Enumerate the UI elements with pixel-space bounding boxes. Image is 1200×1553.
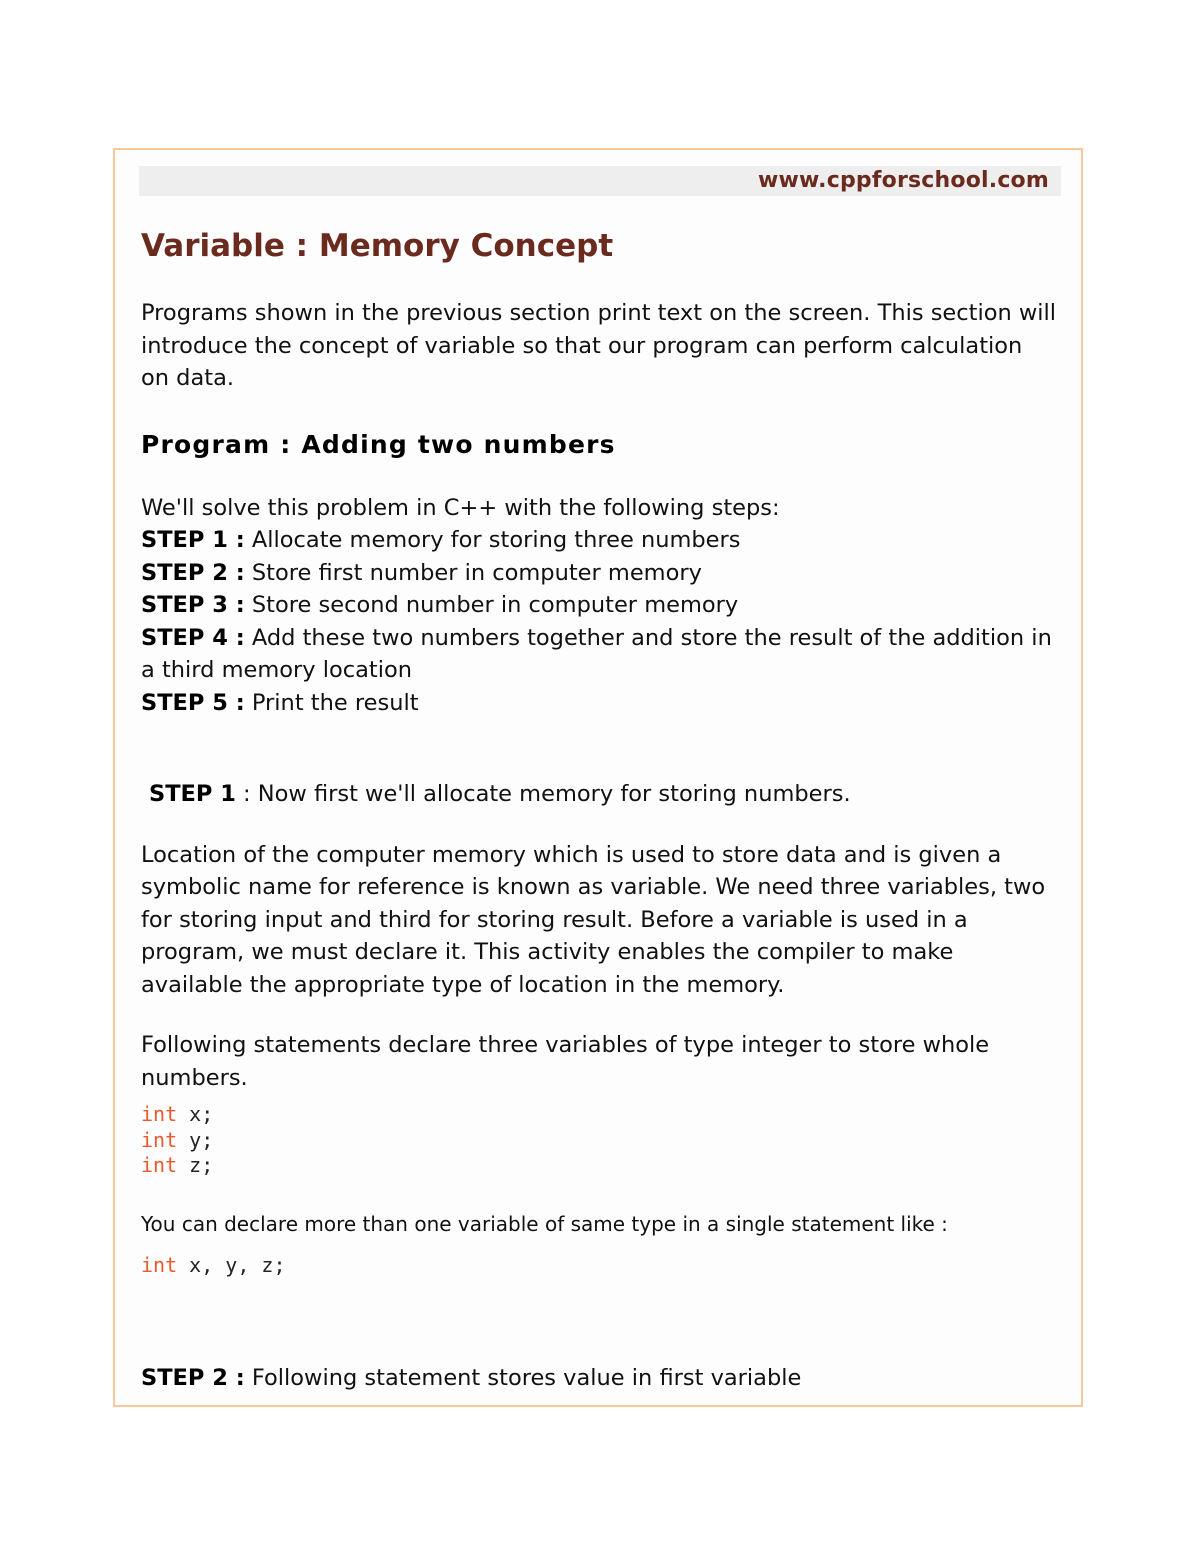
step-text: Store second number in computer memory (244, 592, 739, 618)
code-line (141, 1253, 1057, 1279)
variable-definition-paragraph: Location of the computer memory which is used to store data and is given a symbolic name for reference is known as variable. We need three variables, two for storing input and third for storing result. Before a variable is used in a program, we must declare it. This activity enables the compiler to make available the appropriate type of location in the memory. (141, 841, 1046, 998)
step1-detail (141, 778, 1057, 811)
step2-detail-label: STEP 2 : (141, 1365, 245, 1391)
code-single-declaration (141, 1253, 1057, 1279)
code-keyword: int (141, 1102, 178, 1126)
code-rest: x; (177, 1102, 214, 1126)
step2-detail-text: Following statement stores value in first variable (244, 1365, 802, 1391)
page-title: Variable : Memory Concept (141, 228, 614, 264)
step-item (141, 589, 1057, 622)
article-content (141, 220, 1057, 1395)
step-text: Add these two numbers together and store the result of the addition in a third memory location (141, 624, 1052, 683)
code-keyword: int (141, 1252, 178, 1277)
step-item (141, 622, 1057, 687)
steps-list (141, 524, 1057, 719)
step-item (141, 557, 1057, 590)
step-text: Allocate memory for storing three numbers (244, 527, 741, 553)
step-text: Print the result (244, 689, 419, 716)
site-url-link[interactable]: www.cppforschool.com (758, 168, 1049, 193)
site-header-bar (139, 166, 1061, 196)
code-rest: y; (177, 1127, 214, 1152)
code-rest: z; (177, 1153, 214, 1177)
program-title: Program : Adding two numbers (141, 429, 616, 459)
code-keyword: int (141, 1153, 178, 1177)
step-label: STEP 5 : (141, 689, 245, 716)
step-text: Store first number in computer memory (244, 559, 702, 586)
code-declarations (141, 1102, 1057, 1179)
code-line (141, 1128, 1057, 1154)
steps-intro: We'll solve this problem in C++ with the following steps: (141, 494, 780, 521)
step-item (141, 687, 1057, 720)
step-label: STEP 3 : (141, 592, 245, 618)
step-item (141, 524, 1057, 557)
step-label: STEP 1 : (141, 527, 245, 553)
declaration-intro-paragraph: Following statements declare three variables of type integer to store whole numbers. (141, 1032, 990, 1091)
code-line (141, 1102, 1057, 1128)
step1-detail-label: STEP 1 (149, 781, 236, 807)
intro-paragraph: Programs shown in the previous section print text on the screen. This section will introduce the concept of variable so that our program can perform calculation on data. (141, 300, 1057, 391)
step-label: STEP 2 : (141, 559, 245, 586)
step-label: STEP 4 : (141, 624, 245, 651)
content-frame (113, 148, 1083, 1407)
step2-detail (141, 1362, 1057, 1395)
multi-declaration-note: You can declare more than one variable of same type in a single statement like : (141, 1211, 948, 1236)
code-line (141, 1153, 1057, 1179)
code-rest: x, y, z; (177, 1252, 286, 1277)
step1-detail-text: : Now first we'll allocate memory for storing numbers. (235, 781, 851, 807)
code-keyword: int (141, 1127, 178, 1152)
